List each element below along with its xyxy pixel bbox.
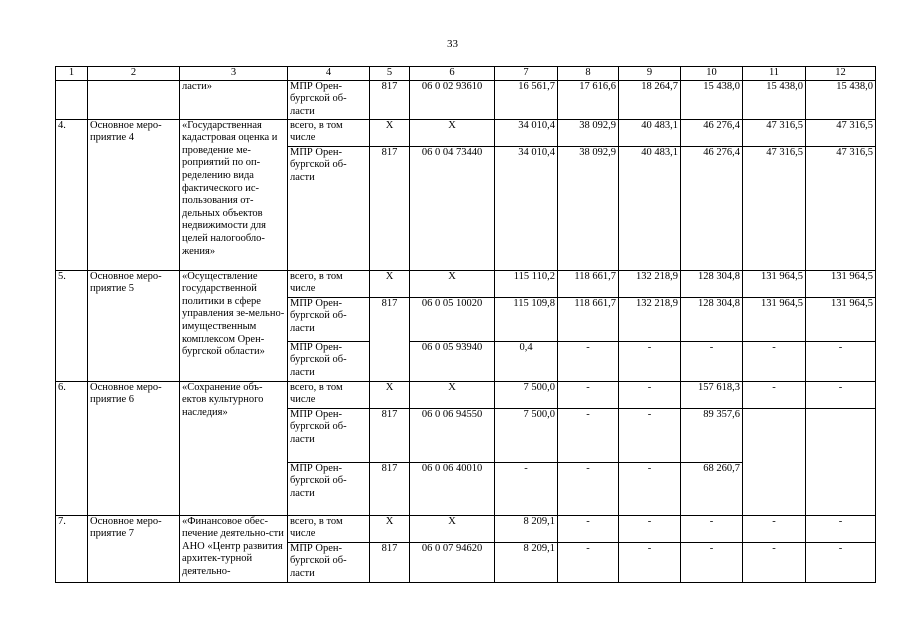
value-cell: - [619,515,681,542]
value-cell: - [619,462,681,515]
activity-title-cell: «Сохранение объ-ектов культурного наследия» [180,381,288,515]
executor-cell: МПР Орен-бургской об-ласти [288,542,370,582]
value-cell: 40 483,1 [619,146,681,270]
executor-cell: МПР Орен-бургской об-ласти [288,408,370,462]
value-cell: 131 964,5 [743,270,806,297]
executor-cell: МПР Орен-бургской об-ласти [288,341,370,381]
table-row [56,270,876,297]
column-number: 2 [88,67,180,81]
budget-code-cell: Х [410,119,495,146]
executor-cell: МПР Орен-бургской об-ласти [288,80,370,119]
value-cell: - [558,381,619,408]
value-cell: 8 209,1 [495,515,558,542]
value-cell: 0,4 [495,341,558,381]
value-cell: - [743,542,806,582]
grbs-code-cell: 817 [370,462,410,515]
value-cell: - [806,381,876,408]
grbs-code-cell: 817 [370,146,410,270]
value-cell: 38 092,9 [558,119,619,146]
column-number: 7 [495,67,558,81]
column-number: 10 [681,67,743,81]
activity-title-cell: ласти» [180,80,288,119]
activity-title-cell: «Финансовое обес-печение деятельно-сти АНО «Центр развития архитек-турной деятельно- [180,515,288,582]
value-cell: 38 092,9 [558,146,619,270]
value-cell: - [681,515,743,542]
value-cell: 118 661,7 [558,297,619,341]
value-cell: 131 964,5 [806,270,876,297]
value-cell: 128 304,8 [681,270,743,297]
grbs-code-cell: 817 [370,80,410,119]
budget-table [55,66,876,583]
value-cell: - [619,542,681,582]
value-cell: 34 010,4 [495,146,558,270]
executor-cell: МПР Орен-бургской об-ласти [288,146,370,270]
grbs-code-cell: Х [370,270,410,297]
value-cell: 128 304,8 [681,297,743,341]
value-cell: 46 276,4 [681,119,743,146]
value-cell: 40 483,1 [619,119,681,146]
activity-title-cell: «Осуществление государственной политики в сфере управления зе-мельно-имущественным комплексом Орен-бургской области» [180,270,288,381]
value-cell: 7 500,0 [495,381,558,408]
value-cell: 118 661,7 [558,270,619,297]
budget-code-cell: 06 0 02 93610 [410,80,495,119]
activity-name-cell: Основное меро-приятие 4 [88,119,180,270]
value-cell: 115 110,2 [495,270,558,297]
executor-cell: всего, в том числе [288,119,370,146]
table-row [56,80,876,119]
grbs-code-cell: 817 [370,408,410,462]
column-number: 12 [806,67,876,81]
executor-cell: всего, в том числе [288,270,370,297]
executor-cell: МПР Орен-бургской об-ласти [288,297,370,341]
budget-code-cell: Х [410,270,495,297]
grbs-code-cell: Х [370,119,410,146]
value-cell: 18 264,7 [619,80,681,119]
value-cell: - [681,542,743,582]
value-cell: 157 618,3 [681,381,743,408]
column-number: 4 [288,67,370,81]
value-cell: - [743,381,806,408]
value-cell: - [743,515,806,542]
value-cell: - [558,462,619,515]
column-number: 3 [180,67,288,81]
activity-name-cell: Основное меро-приятие 7 [88,515,180,582]
activity-name-cell [88,80,180,119]
grbs-code-cell: Х [370,515,410,542]
grbs-code-cell: 817 [370,542,410,582]
value-cell: 132 218,9 [619,297,681,341]
budget-code-cell: 06 0 04 73440 [410,146,495,270]
value-cell: 47 316,5 [806,119,876,146]
value-cell: - [558,408,619,462]
value-cell: - [619,381,681,408]
column-number: 8 [558,67,619,81]
grbs-code-cell: Х [370,381,410,408]
activity-title-cell: «Государственная кадастровая оценка и проведение ме-роприятий по оп-ределению вида фактического ис-пользования от-дельных объектов недвижимости для целей налогообло-жения» [180,119,288,270]
value-cell: 46 276,4 [681,146,743,270]
value-cell: 68 260,7 [681,462,743,515]
executor-cell: МПР Орен-бургской об-ласти [288,462,370,515]
column-number: 5 [370,67,410,81]
budget-code-cell: 06 0 06 94550 [410,408,495,462]
executor-cell: всего, в том числе [288,381,370,408]
budget-code-cell: Х [410,515,495,542]
column-number: 9 [619,67,681,81]
value-cell: - [619,408,681,462]
value-cell [806,408,876,515]
budget-code-cell: 06 0 06 40010 [410,462,495,515]
value-cell: 34 010,4 [495,119,558,146]
activity-name-cell: Основное меро-приятие 6 [88,381,180,515]
value-cell: 47 316,5 [743,146,806,270]
table-row [56,381,876,408]
value-cell: - [619,341,681,381]
value-cell: 131 964,5 [806,297,876,341]
column-number-row [56,67,876,81]
column-number: 1 [56,67,88,81]
value-cell: 47 316,5 [743,119,806,146]
page-number: 33 [447,38,458,50]
column-number: 6 [410,67,495,81]
value-cell: - [495,462,558,515]
value-cell: 7 500,0 [495,408,558,462]
table-row [56,119,876,146]
row-number-cell: 5. [56,270,88,381]
value-cell: - [558,515,619,542]
value-cell: 8 209,1 [495,542,558,582]
value-cell: 15 438,0 [681,80,743,119]
executor-cell: всего, в том числе [288,515,370,542]
value-cell [743,408,806,515]
value-cell: - [806,341,876,381]
value-cell: 15 438,0 [806,80,876,119]
value-cell: - [806,542,876,582]
budget-code-cell: Х [410,381,495,408]
value-cell: 89 357,6 [681,408,743,462]
value-cell: - [806,515,876,542]
activity-name-cell: Основное меро-приятие 5 [88,270,180,381]
value-cell: 17 616,6 [558,80,619,119]
row-number-cell: 4. [56,119,88,270]
value-cell: 131 964,5 [743,297,806,341]
row-number-cell: 6. [56,381,88,515]
value-cell: - [743,341,806,381]
row-number-cell [56,80,88,119]
value-cell: 47 316,5 [806,146,876,270]
budget-code-cell: 06 0 05 10020 [410,297,495,341]
value-cell: - [558,542,619,582]
table-row [56,515,876,542]
value-cell: 15 438,0 [743,80,806,119]
value-cell: 115 109,8 [495,297,558,341]
value-cell: 132 218,9 [619,270,681,297]
column-number: 11 [743,67,806,81]
budget-code-cell: 06 0 07 94620 [410,542,495,582]
grbs-code-cell: 817 [370,297,410,381]
value-cell: - [558,341,619,381]
value-cell: 16 561,7 [495,80,558,119]
row-number-cell: 7. [56,515,88,582]
budget-code-cell: 06 0 05 93940 [410,341,495,381]
value-cell: - [681,341,743,381]
